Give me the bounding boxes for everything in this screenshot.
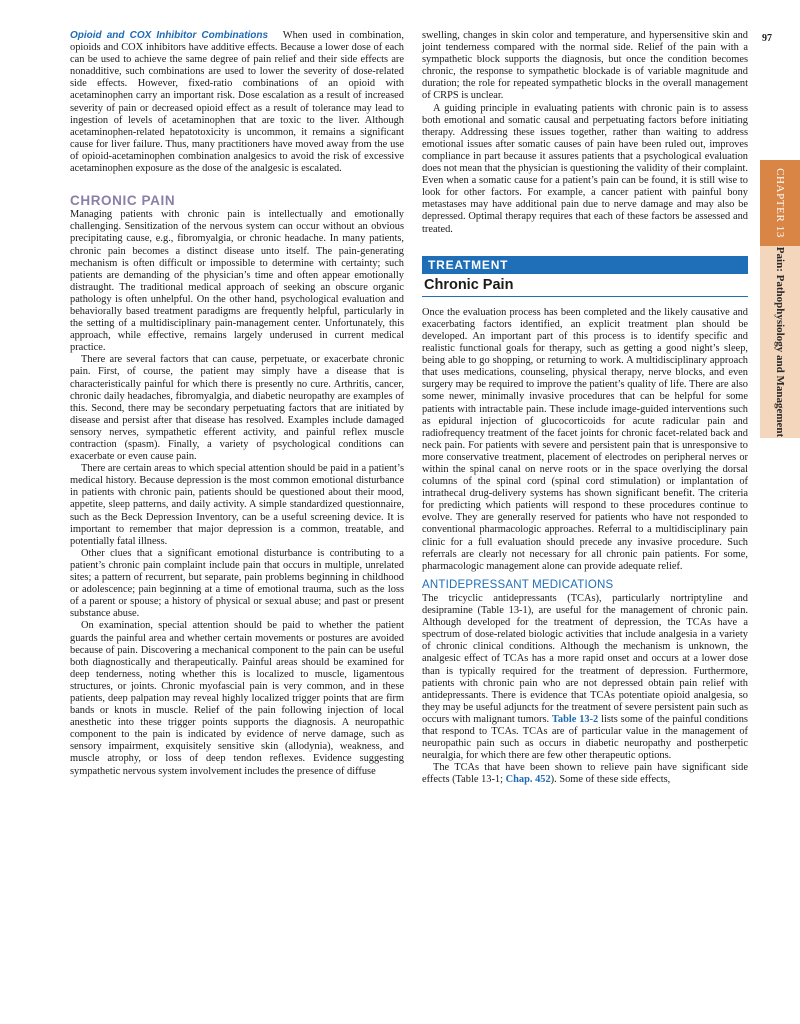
- tca-text-b: lists some of the painful conditions that respond to TCAs. TCAs are of particular value in the management of neuropathic pain such as occurs in diabetic neuropathy and postherpetic neuralgia, for which there are few other therapeutic options.: [422, 713, 748, 762]
- chronic-paragraph-5: On examination, special attention should be paid to whether the patient guards the painful area and whether certain movements or postures are avoided because of pain. Discovering a mechanical component to the pain can be useful both diagnostically and therapeutically. Painful areas should be examined for deep tenderness, noting whether this is localized to muscle, ligamentous structures, or joints. Chronic myofascial pain is very common, and in these patients, deep palpation may reveal highly localized trigger points that are firm bands or knots in muscle. Relief of the pain following injection of local anesthetic into these trigger points supports the diagnosis. A neuropathic component to the pain is indicated by evidence of nerve damage, such as sensory impairment, exquisitely sensitive skin (allodynia), weakness, and muscle atrophy, or loss of deep tendon reflexes. Evidence suggesting sympathetic nervous system involvement includes the presence of diffuse: [70, 620, 404, 777]
- chapter-452-link[interactable]: Chap. 452: [505, 774, 551, 786]
- chapter-label: CHAPTER 13: [774, 168, 786, 238]
- chronic-paragraph-3: There are certain areas to which special attention should be paid in a patient’s medical history. Because depression is the most common emotional disturbance in patients with chronic pain, patients should be questioned about their mood, appetite, sleep patterns, and daily activity. A simple standardized questionnaire, such as the Beck Depression Inventory, can be a useful screening device. It is important to remember that major depression is a common, treatable, and potentially fatal illness.: [70, 463, 404, 547]
- chapter-subject: Pain: Pathophysiology and Management: [774, 246, 786, 438]
- chronic-pain-heading: CHRONIC PAIN: [70, 193, 176, 209]
- treatment-banner: TREATMENT: [422, 256, 748, 274]
- chronic-paragraph-1: Managing patients with chronic pain is intellectually and emotionally challenging. Sensitization of the nervous system can occur without an obvious precipitating cause, e.g., fibromyalgia, or chronic headache. In many patients, chronic pain becomes a distinct disease unto itself. The pain-generating mechanism is often difficult or impossible to determine with certainty; such patients are demanding of the physician’s time and often appear emotionally distraught. The traditional medical approach of seeking an obscure organic pathology is often unhelpful. On the other hand, psychological evaluation and behaviorally based treatment paradigms are frequently helpful, particularly in the setting of a multidisciplinary pain-management center. Unfortunately, this approach, while effective, remains largely underused in current medical practice.: [70, 209, 404, 354]
- treatment-title: Chronic Pain: [422, 274, 748, 297]
- opioid-paragraph: [70, 30, 404, 175]
- chapter-tab-bottom: [760, 246, 800, 438]
- right-column: [422, 30, 748, 786]
- chronic-paragraph-4: Other clues that a significant emotional disturbance is contributing to a patient’s chronic pain complaint include pain that occurs in multiple, unrelated sites; a pattern of recurrent, but separate, pain problems beginning in childhood or adolescence; pain beginning at a time of emotional trauma, such as the loss of a parent or spouse; a history of physical or sexual abuse; and past or present substance abuse.: [70, 547, 404, 620]
- opioid-text: When used in combination, opioids and COX inhibitors have additive effects. Because a lower dose of each can be used to achieve the same degree of pain relief and their side effects are nonadditive, such combinations are used to lower the severity of dose-related side effects. However, fixed-ratio combinations of an opioid with acetaminophen carry an important risk. Dose escalation as a result of increased severity of pain or decreased opioid effect as a result of tolerance may lead to ingestion of levels of acetaminophen that are toxic to the liver. Although acetaminophen-related hepatotoxicity is uncommon, it remains a significant cause for liver failure. Thus, many practitioners have moved away from the use of opioid-acetaminophen combination analgesics to avoid the risk of excessive acetaminophen exposure as the dose of the analgesic is escalated.: [70, 30, 404, 175]
- tca2-text-b: ). Some of these side effects,: [550, 774, 671, 786]
- chapter-tab-top: [760, 160, 800, 246]
- treatment-paragraph: Once the evaluation process has been completed and the likely causative and exacerbating factors identified, an explicit treatment plan should be developed. An important part of this process is to identify specific and realistic functional goals for therapy, such as getting a good night’s sleep, being able to go shopping, or returning to work. A multidisciplinary approach that uses medications, counseling, physical therapy, nerve blocks, and even surgery may be required to improve the patient’s quality of life. There are also some newer, minimally invasive procedures that can be helpful for some patients with intractable pain. These include image-guided interventions such as epidural injection of glucocorticoids for acute radicular pain and radiofrequency treatment of the facet joints for chronic facet-related back and neck pain. For patients with severe and persistent pain that is unresponsive to more conservative treatment, placement of electrodes on peripheral nerves or within the spinal canal on nerve roots or in the space overlying the dorsal columns of the spinal cord (spinal cord stimulation) or implantation of intrathecal drug-delivery systems has shown significant benefit. The criteria for predicting which patients will respond to these procedures continue to evolve. They are generally reserved for patients who have not responded to conventional pharmacologic approaches. Referral to a multidisciplinary pain clinic for a full evaluation should precede any invasive procedure. Such referrals are clearly not necessary for all chronic pain patients. For some, pharmacologic management alone can provide adequate relief.: [422, 306, 748, 572]
- guiding-principle-paragraph: A guiding principle in evaluating patients with chronic pain is to assess both emotional and somatic causal and perpetuating factors before initiating therapy. Addressing these issues together, rather than waiting to address emotional issues after somatic causes of pain have been ruled out, improves compliance in part because it assures patients that a psychological evaluation does not mean that the physician is questioning the validity of their complaint. Even when a somatic cause for a patient’s pain can be found, it is still wise to look for other factors. For example, a cancer patient with painful bony metastases may have additional pain due to nerve damage and may also be depressed. Optimal therapy requires that each of these factors be assessed and treated.: [422, 102, 748, 235]
- tca-paragraph-1: [422, 593, 748, 762]
- continued-paragraph: swelling, changes in skin color and temperature, and hypersensitive skin and joint tenderness compared with the normal side. Relief of the pain with a sympathetic block supports the diagnosis, but once the condition becomes chronic, the response to sympathetic blockade is of variable magnitude and duration; the role for repeated sympathetic blocks in the overall management of CRPS is unclear.: [422, 30, 748, 102]
- tca-paragraph-2: [422, 762, 748, 786]
- page-number: 97: [762, 33, 772, 44]
- left-column: [70, 30, 404, 778]
- table-13-2-link[interactable]: Table 13-2: [551, 713, 599, 725]
- tca2-text-a: The TCAs that have been shown to relieve pain have significant side effects (Table 13-1;: [422, 762, 748, 786]
- antidepressant-heading: ANTIDEPRESSANT MEDICATIONS: [422, 578, 614, 591]
- chronic-paragraph-2: There are several factors that can cause, perpetuate, or exacerbate chronic pain. First, of course, the patient may simply have a disease that is characteristically painful for which there is presently no cure. Arthritis, cancer, chronic daily headaches, fibromyalgia, and diabetic neuropathy are examples of this. Second, there may be secondary perpetuating factors that are initiated by disease and persist after that disease has resolved. Examples include damaged sensory nerves, sympathetic efferent activity, and painful reflex muscle contraction (spasm). Finally, a variety of psychological conditions can exacerbate or even cause pain.: [70, 354, 404, 463]
- chapter-side-tab: [760, 160, 800, 438]
- tca-text-a: The tricyclic antidepressants (TCAs), particularly nortriptyline and desipramine (Table 13-1), are useful for the management of chronic pain. Although developed for the treatment of depression, the TCAs have a spectrum of dose-related biologic activities that include analgesia in a variety of chronic clinical conditions. Although the mechanism is unknown, the analgesic effect of TCAs has a more rapid onset and occurs at a lower dose than is typically required for the treatment of depression. Furthermore, patients with chronic pain who are not depressed obtain pain relief with antidepressants. There is evidence that TCAs potentiate opioid analgesia, so they may be useful adjuncts for the treatment of severe persistent pain such as occurs with malignant tumors.: [422, 592, 748, 725]
- opioid-runin-heading: Opioid and COX Inhibitor Combinations: [70, 30, 269, 41]
